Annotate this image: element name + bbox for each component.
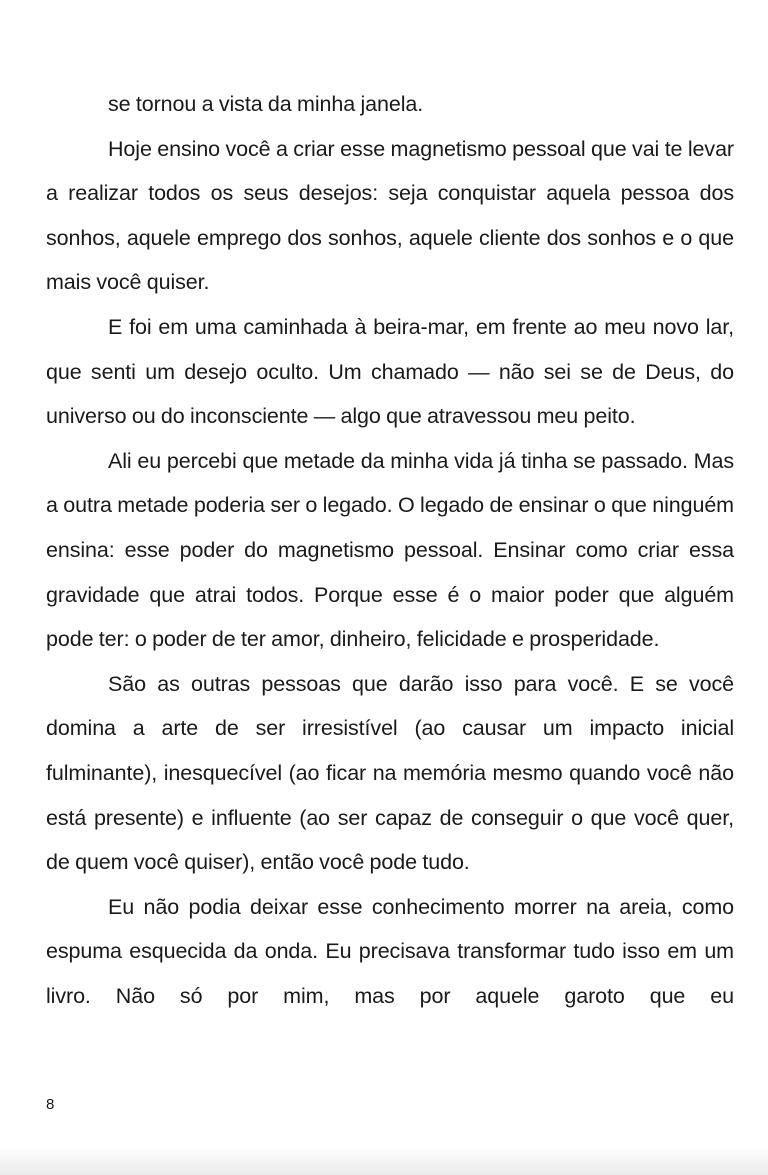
paragraph-4: Ali eu percebi que metade da minha vida já tinha se passado. Mas a outra metade poderia ser o legado. O legado de ensinar o que ninguém ensina: esse poder do magnetismo pessoal. Ensinar como criar essa gravidade que atrai todos. Porque esse é o maior poder que alguém pode ter: o poder de ter amor, dinheiro, felicidade e prosperidade.	[46, 448, 734, 652]
page-number: 8	[46, 1096, 55, 1113]
paragraph-5: São as outras pessoas que darão isso para você. E se você domina a arte de ser irresistível (ao causar um impacto inicial fulminante), inesquecível (ao ficar na memória mesmo quando você não está presente) e influente (ao ser capaz de conseguir o que você quer, de quem você quiser), então você pode tudo.	[46, 671, 734, 875]
paragraph-1: se tornou a vista da minha janela.	[108, 92, 424, 116]
body-text	[46, 82, 734, 1018]
paragraph-6: Eu não podia deixar esse conhecimento morrer na areia, como espuma esquecida da onda. Eu precisava transformar tudo isso em um livro. Não só por mim, mas por aquele garoto que eu	[46, 894, 734, 1008]
page-bottom-shadow	[0, 1147, 768, 1175]
paragraph-2: Hoje ensino você a criar esse magnetismo pessoal que vai te levar a realizar todos os seus desejos: seja conquistar aquela pessoa dos sonhos, aquele emprego dos sonhos, aquele cliente dos sonhos e o que mais você quiser.	[46, 136, 734, 295]
paragraph-3: E foi em uma caminhada à beira-mar, em frente ao meu novo lar, que senti um desejo oculto. Um chamado — não sei se de Deus, do universo ou do inconsciente — algo que atravessou meu peito.	[46, 314, 734, 429]
